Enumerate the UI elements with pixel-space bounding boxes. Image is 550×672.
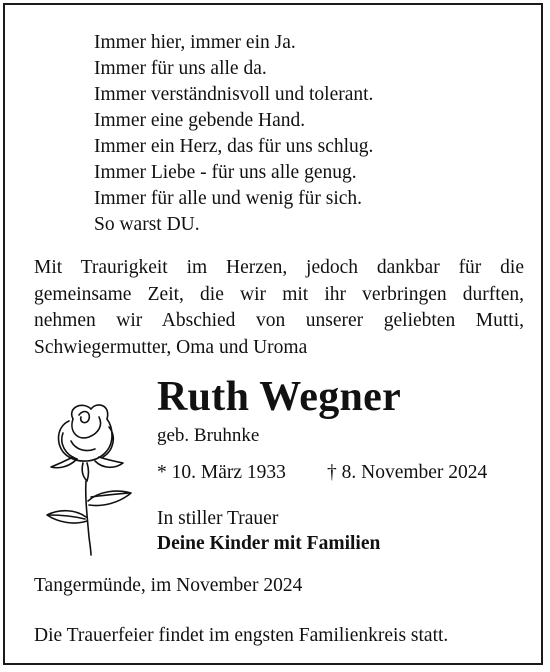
- funeral-note: Die Trauerfeier findet im engsten Familienkreis statt.: [34, 625, 449, 646]
- poem-line: Immer verständnisvoll und tolerant.: [94, 84, 374, 105]
- poem-line: Immer hier, immer ein Ja.: [94, 32, 296, 53]
- place-date: Tangermünde, im November 2024: [34, 575, 303, 596]
- birth-date: * 10. März 1933: [157, 462, 286, 483]
- intro-text: [34, 255, 524, 361]
- poem-line: Immer ein Herz, das für uns schlug.: [94, 136, 374, 157]
- death-date: † 8. November 2024: [327, 462, 488, 483]
- maiden-name: geb. Bruhnke: [157, 425, 260, 446]
- intro-line: Mit Traurigkeit im Herzen, jedoch dankbar für die: [34, 257, 524, 278]
- obituary-frame: [3, 3, 543, 665]
- poem-line: Immer für uns alle da.: [94, 58, 267, 79]
- mourning-line: In stiller Trauer: [157, 508, 279, 529]
- poem-line: Immer eine gebende Hand.: [94, 110, 306, 131]
- poem: [94, 30, 373, 238]
- deceased-name: Ruth Wegner: [157, 374, 402, 420]
- poem-line: Immer Liebe - für uns alle genug.: [94, 162, 357, 183]
- intro-line: nehmen wir Abschied von unserer geliebten Mutti,: [34, 310, 524, 331]
- poem-line: So warst DU.: [94, 214, 200, 235]
- rose-drawing-icon: [33, 397, 145, 557]
- poem-line: Immer für alle und wenig für sich.: [94, 188, 363, 209]
- mourners-names: Deine Kinder mit Familien: [157, 533, 381, 554]
- intro-line: Schwiegermutter, Oma und Uroma: [34, 336, 308, 358]
- intro-line: gemeinsame Zeit, die wir mit ihr verbringen durften,: [34, 283, 524, 305]
